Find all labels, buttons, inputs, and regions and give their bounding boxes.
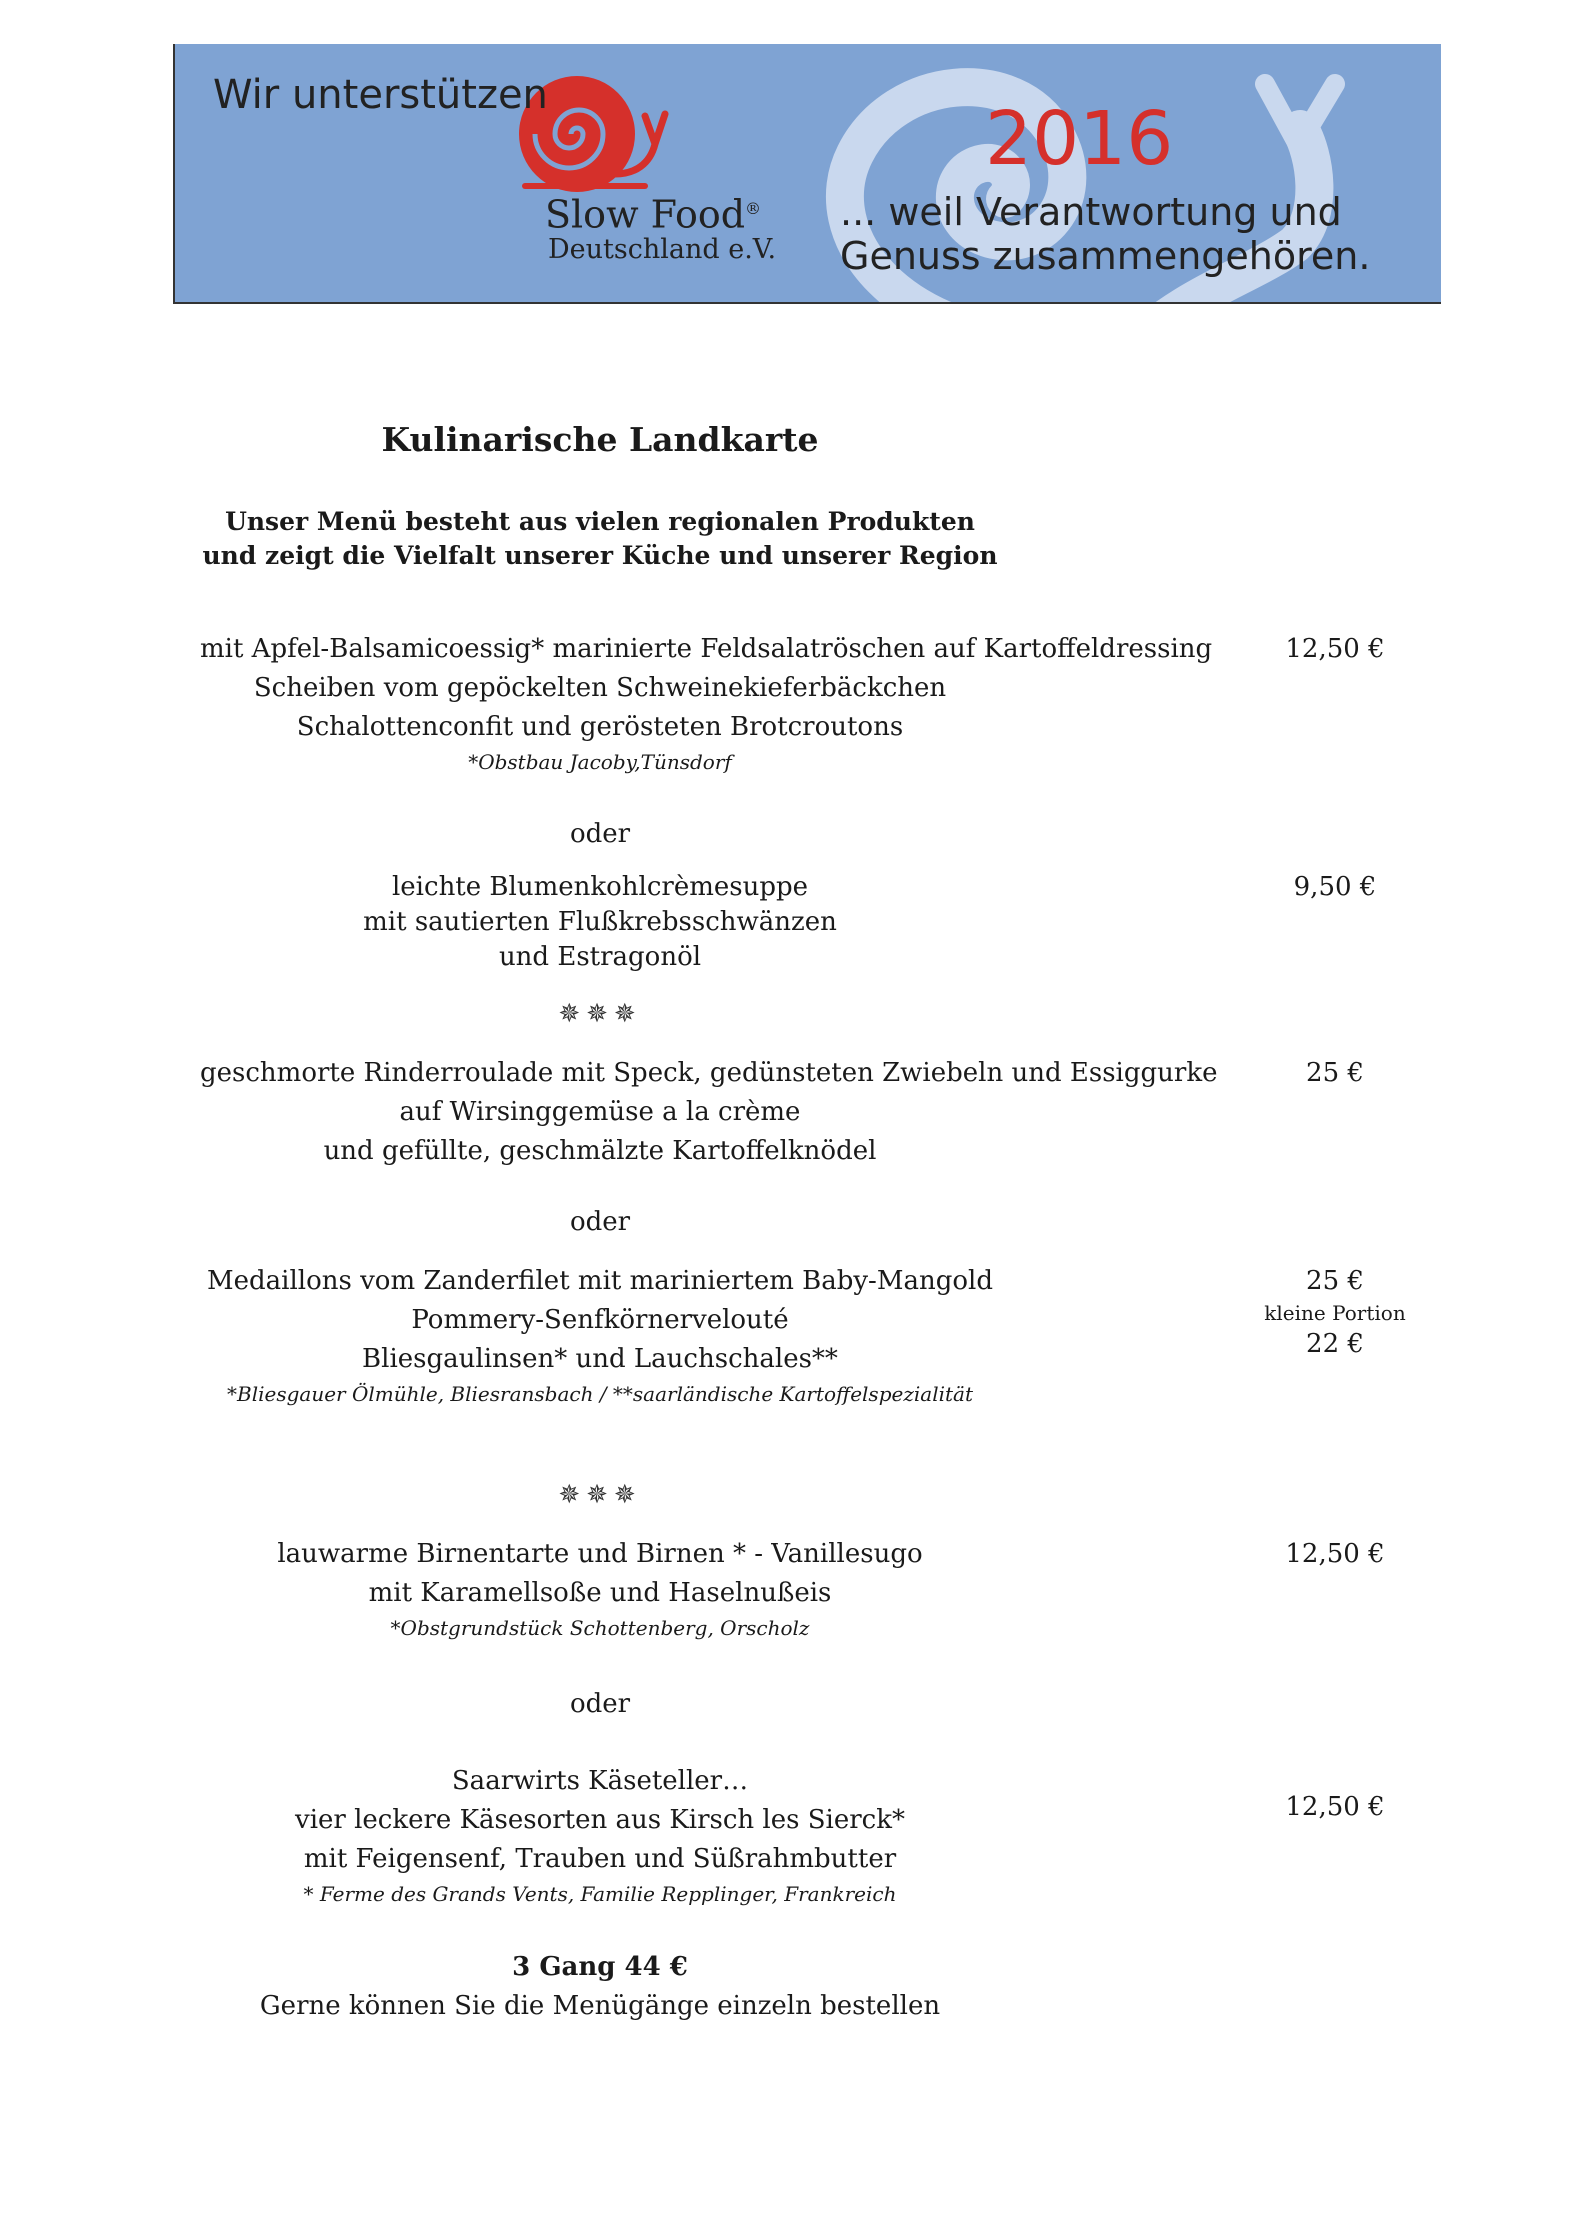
dish-line: mit sautierten Flußkrebsschwänzen <box>363 907 837 937</box>
brand-subtitle: Deutschland e.V. <box>548 234 777 265</box>
registered-mark: ® <box>745 199 762 218</box>
dessert-2-price: 12,50 € <box>1285 1792 1385 1822</box>
support-text: Wir unterstützen <box>213 72 548 118</box>
page-title: Kulinarische Landkarte <box>381 420 819 459</box>
starter-2-price: 9,50 € <box>1293 872 1377 902</box>
main-2-price <box>1220 1262 1450 1364</box>
dish-line: Saarwirts Käseteller… <box>451 1766 749 1796</box>
dessert-1-price: 12,50 € <box>1285 1539 1385 1569</box>
dessert-2 <box>200 1762 1000 1909</box>
dish-line: Schalottenconfit und gerösteten Brotcroutons <box>296 712 904 742</box>
price-small-portion: 22 € <box>1306 1329 1364 1359</box>
starter-1 <box>200 630 1213 777</box>
course-separator: ✵✵✵ <box>558 999 642 1029</box>
dish-line: mit Karamellsoße und Haselnußeis <box>368 1578 832 1608</box>
dish-line: geschmorte Rinderroulade mit Speck, gedünsteten Zwiebeln und Essiggurke <box>200 1058 1218 1088</box>
dish-note: *Obstbau Jacoby,Tünsdorf <box>468 750 732 774</box>
dish-line: Bliesgaulinsen* und Lauchschales** <box>362 1344 838 1374</box>
or-label: oder <box>569 1689 631 1719</box>
or-label: oder <box>569 1207 631 1237</box>
dish-note: *Obstgrundstück Schottenberg, Orscholz <box>390 1616 810 1640</box>
main-2 <box>200 1262 1000 1409</box>
menu-total: 3 Gang 44 € <box>512 1952 688 1982</box>
intro-text <box>200 505 1000 573</box>
starter-1-price: 12,50 € <box>1285 634 1385 664</box>
starter-2 <box>200 870 1000 975</box>
banner-year: 2016 <box>985 96 1174 182</box>
dish-line: Medaillons vom Zanderfilet mit mariniertem Baby-Mangold <box>207 1266 993 1296</box>
dish-line: mit Feigensenf, Trauben und Süßrahmbutter <box>303 1844 897 1874</box>
dish-line: Pommery-Senfkörnervelouté <box>411 1305 789 1335</box>
banner-slogan <box>840 190 1370 278</box>
brand-name-text: Slow Food <box>545 192 746 237</box>
dish-line: leichte Blumenkohlcrèmesuppe <box>391 872 809 902</box>
dish-line: und Estragonöl <box>498 942 702 972</box>
dish-line: vier leckere Käsesorten aus Kirsch les Sierck* <box>295 1805 905 1835</box>
main-1-price: 25 € <box>1306 1058 1364 1088</box>
main-1 <box>200 1054 1218 1171</box>
intro-line-2: und zeigt die Vielfalt unserer Küche und unserer Region <box>202 541 998 570</box>
dish-line: und gefüllte, geschmälzte Kartoffelknödel <box>323 1136 877 1166</box>
slow-food-banner <box>173 44 1441 304</box>
intro-line-1: Unser Menü besteht aus vielen regionalen Produkten <box>225 507 975 536</box>
small-portion-label: kleine Portion <box>1264 1301 1406 1325</box>
footer-note: Gerne können Sie die Menügänge einzeln bestellen <box>259 1991 941 2021</box>
dish-note: * Ferme des Grands Vents, Familie Repplinger, Frankreich <box>303 1882 897 1906</box>
slogan-line-2: Genuss zusammengehören. <box>840 234 1371 278</box>
dish-line: lauwarme Birnentarte und Birnen * - Vanillesugo <box>277 1539 923 1569</box>
dish-line: mit Apfel-Balsamicoessig* marinierte Feldsalatröschen auf Kartoffeldressing <box>200 634 1213 664</box>
price-regular: 25 € <box>1306 1266 1364 1296</box>
dish-line: auf Wirsinggemüse a la crème <box>399 1097 801 1127</box>
dessert-1 <box>200 1535 1000 1643</box>
or-label: oder <box>569 819 631 849</box>
slogan-line-1: ... weil Verantwortung und <box>840 190 1342 234</box>
dish-line: Scheiben vom gepöckelten Schweinekieferbäckchen <box>253 673 947 703</box>
brand-name <box>545 187 761 237</box>
dish-note: *Bliesgauer Ölmühle, Bliesransbach / **saarländische Kartoffelspezialität <box>227 1382 973 1406</box>
course-separator: ✵✵✵ <box>558 1480 642 1510</box>
